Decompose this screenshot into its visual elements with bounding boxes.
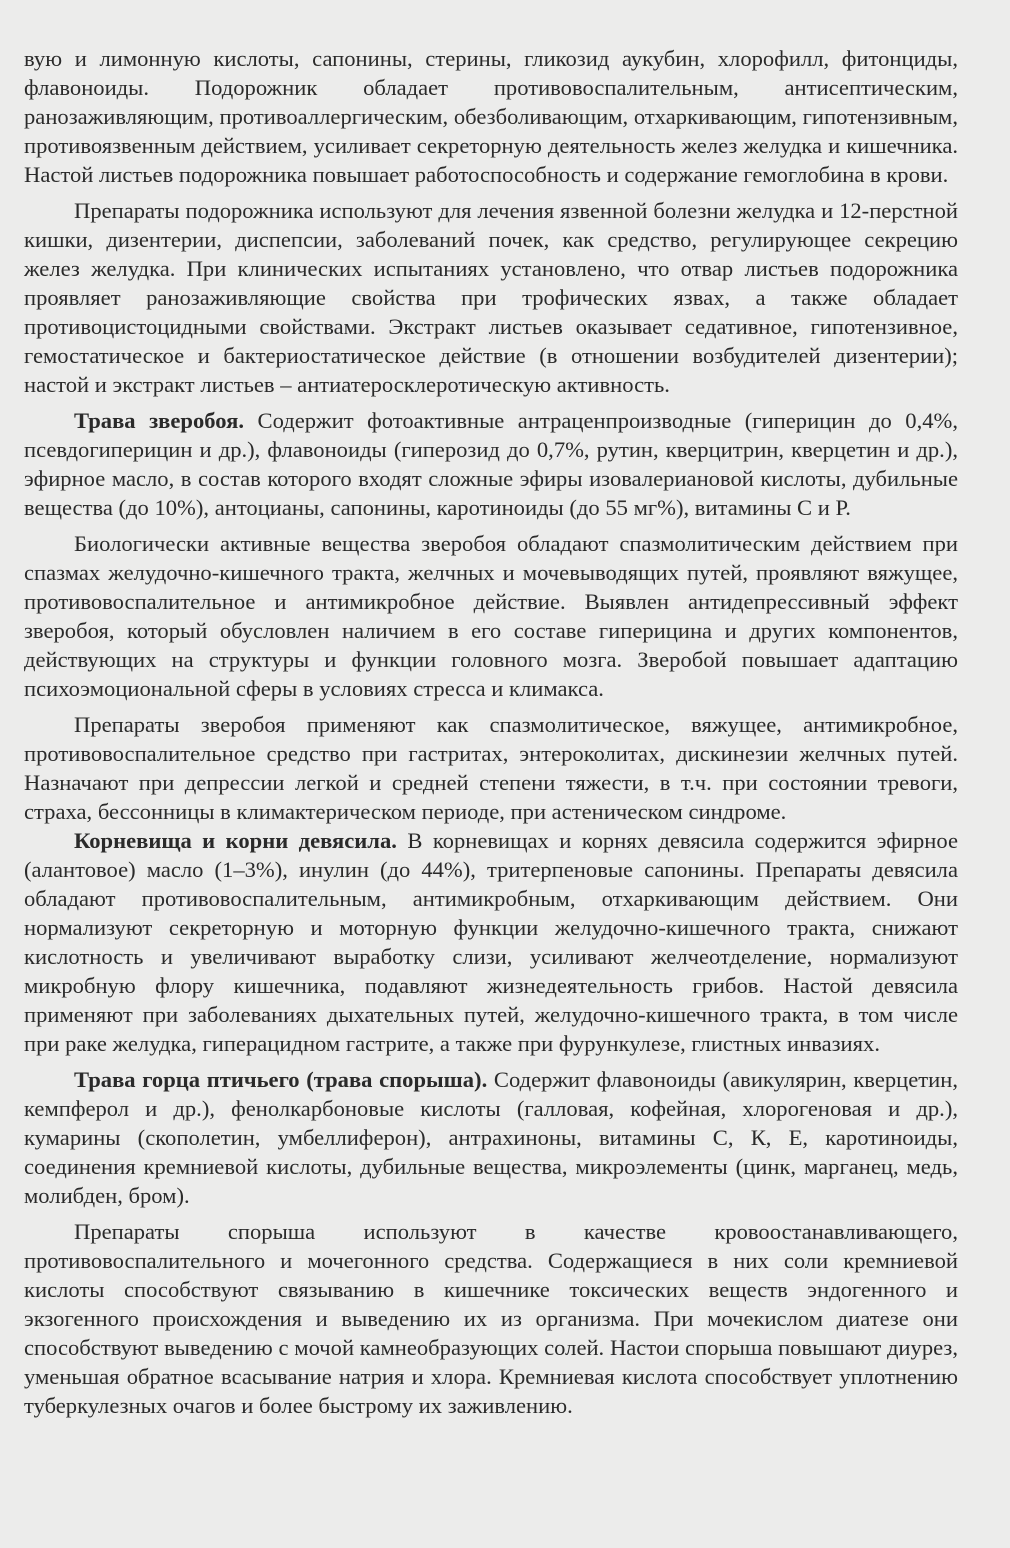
paragraph-text: вую и лимонную кислоты, сапонины, стерины, гликозид аукубин, хлорофилл, фитонциды, флавоноиды. Подорожник обладает противовоспалительным, антисептическим, ранозаживляющим, противоаллергическим, обезболивающим, отхаркивающим, гипотензивным, противоязвенным действием, усиливает секреторную деятельность желез желудка и кишечника. Настой листьев подорожника повышает работоспособность и содержание гемоглобина в крови.	[24, 46, 958, 187]
paragraph-elecampane	[24, 826, 958, 1058]
paragraph-text: Биологически активные вещества зверобоя обладают спазмолитическим действием при спазмах желудочно-кишечного тракта, желчных и мочевыводящих путей, проявляют вяжущее, противовоспалительное и антимикробное действие. Выявлен антидепрессивный эффект зверобоя, который обусловлен наличием в его составе гиперицина и других компонентов, действующих на структуры и функции головного мозга. Зверобой повышает адаптацию психоэмоциональной сферы в условиях стресса и климакса.	[24, 531, 958, 701]
paragraph-knotweed-use	[24, 1217, 958, 1420]
paragraph-st-johns-wort-composition	[24, 406, 958, 522]
section-heading: Трава горца птичьего (трава спорыша).	[74, 1067, 488, 1092]
paragraph-text: Препараты спорыша используют в качестве кровоостанавливающего, противовоспалительного и мочегонного средства. Содержащиеся в них соли кремниевой кислоты способствуют связыванию в кишечнике токсических веществ эндогенного и экзогенного происхождения и выведению их из организма. При мочекислом диатезе они способствуют выведению с мочой камнеобразующих солей. Настои спорыша повышают диурез, уменьшая обратное всасывание натрия и хлора. Кремниевая кислота способствует уплотнению туберкулезных очагов и более быстрому их заживлению.	[24, 1219, 958, 1418]
paragraph-st-johns-wort-action	[24, 529, 958, 703]
paragraph-text: Препараты зверобоя применяют как спазмолитическое, вяжущее, антимикробное, противовоспалительное средство при гастритах, энтероколитах, дискинезии желчных путей. Назначают при депрессии легкой и средней степени тяжести, в т.ч. при состоянии тревоги, страха, бессонницы в климактерическом периоде, при астеническом синдроме.	[24, 712, 958, 824]
paragraph-knotweed-composition	[24, 1065, 958, 1210]
paragraph-text: Содержит флавоноиды (авикулярин, кверцетин, кемпферол и др.), фенолкарбоновые кислоты (галловая, кофейная, хлорогеновая и др.), кумарины (скополетин, умбеллиферон), антрахиноны, витамины С, К, Е, каротиноиды, соединения кремниевой кислоты, дубильные вещества, микроэлементы (цинк, марганец, медь, молибден, бром).	[24, 1067, 958, 1208]
section-heading: Трава зверобоя.	[74, 408, 244, 433]
paragraph-plantain-composition	[24, 44, 958, 189]
paragraph-text: Препараты подорожника используют для лечения язвенной болезни желудка и 12-перстной кишки, дизентерии, диспепсии, заболеваний почек, как средство, регулирующее секрецию желез желудка. При клинических испытаниях установлено, что отвар листьев подорожника проявляет ранозаживляющие свойства при трофических язвах, а также обладает противоцистоцидными свойствами. Экстракт листьев оказывает седативное, гипотензивное, гемостатическое и бактериостатическое действие (в отношении возбудителей дизентерии); настой и экстракт листьев – антиатеросклеротическую активность.	[24, 198, 958, 397]
section-heading: Корневища и корни девясила.	[74, 828, 397, 853]
paragraph-plantain-use	[24, 196, 958, 399]
paragraph-text: В корневищах и корнях девясила содержится эфирное (алантовое) масло (1–3%), инулин (до 44%), тритерпеновые сапонины. Препараты девясила обладают противовоспалительным, антимикробным, отхаркивающим действием. Они нормализуют секреторную и моторную функции желудочно-кишечного тракта, снижают кислотность и увеличивают выработку слизи, усиливают желчеотделение, нормализуют микробную флору кишечника, подавляют жизнедеятельность грибов. Настой девясила применяют при заболеваниях дыхательных путей, желудочно-кишечного тракта, в том числе при раке желудка, гиперацидном гастрите, а также при фурункулезе, глистных инвазиях.	[24, 828, 958, 1056]
paragraph-st-johns-wort-use	[24, 710, 958, 826]
paragraph-text: Содержит фотоактивные антраценпроизводные (гиперицин до 0,4%, псевдогиперицин и др.), флавоноиды (гиперозид до 0,7%, рутин, кверцитрин, кверцетин и др.), эфирное масло, в состав которого входят сложные эфиры изовалериановой кислоты, дубильные вещества (до 10%), антоцианы, сапонины, каротиноиды (до 55 мг%), витамины С и Р.	[24, 408, 958, 520]
